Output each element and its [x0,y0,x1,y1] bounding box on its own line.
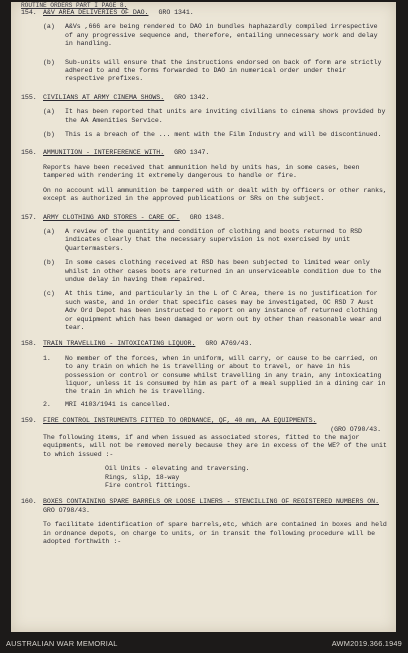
section-number: 158. [21,340,37,348]
section-heading [21,9,389,17]
section-title: BOXES CONTAINING SPARE BARRELS OR LOOSE LINERS - STENCILLING OF REGISTERED NUMBERS ON. [43,498,379,506]
paragraph-text: In some cases clothing received at RSD has been subjected to limited wear only whilst in other cases boots are returned in an unserviceable condition due to the undue delay in having them repaired. [65,259,382,283]
section-155 [21,94,389,140]
section-heading [21,214,389,222]
paragraph [43,401,389,409]
paragraph [43,355,389,397]
section-title: AMMUNITION - INTERFERENCE WITH. [43,149,165,157]
section-number: 156. [21,149,37,157]
list-item: Oil Units - elevating and traversing. [105,465,250,473]
document-page [11,2,396,632]
body-text: Reports have been received that ammunition held by units has, in some cases, been tampered with rendering it extremely dangerous to handle or fire. [43,163,360,180]
section-title: TRAIN TRAVELLING - INTOXICATING LIQUOR. [43,340,196,348]
body-text: To facilitate identification of spare barrels,etc, which are contained in boxes and held in ordnance depots, on charge to units, or in transit the following procedure will be adopted forthwith :- [43,521,387,546]
section-157 [21,214,389,333]
paragraph-label: (a) [43,227,55,235]
body-text: The following items, if and when issued as associated stores, fitted to the major equipments, will not be removed merely because they are in excess of the WE? of the unit to which issued :- [43,434,387,458]
section-154 [21,9,389,84]
paragraph-label: (b) [43,58,55,66]
paragraph [43,290,389,332]
paragraph [43,228,389,253]
section-heading [21,340,389,348]
section-156 [21,149,389,203]
section-heading [21,498,389,506]
list-item: Rings, slip, 18-way [105,473,180,481]
section-number: 155. [21,93,37,101]
paragraph-text: No member of the forces, when in uniform, will carry, or cause to be carried, on to any train on which he is travelling or about to travel, or have in his possession or control or consume whilst travelling in any train, any intoxicating liquor, unless it is consumed by him as part of a meal supplied in a dining car in the train in which he is travelling. [65,354,386,396]
paragraph-text: Sub-units will ensure that the instructions endorsed on back of form are strictly adhered to and the forms forwarded to DAO in numerical order under their respective prefixes. [65,58,382,83]
paragraph-text: A review of the quantity and condition of clothing and boots returned to RSD indicates clearly that the necessary supervision is not exercised by unit Quartermasters. [65,227,362,252]
section-title: ARMY CLOTHING AND STORES - CARE OF. [43,213,180,221]
section-159 [21,417,389,490]
paragraph [43,59,389,84]
list-item: Fire control fittings. [105,482,191,490]
section-ref: GRO O798/43. [43,506,90,514]
section-title: A&V AREA DELIVERIES OF DAO. [43,9,149,16]
section-number: 160. [21,498,37,506]
document-text [21,2,389,547]
section-ref: GRO 1342. [174,93,210,101]
section-ref: GRO A769/43. [205,340,253,348]
section-160 [21,498,389,546]
section-158 [21,340,389,409]
section-number: 157. [21,213,37,221]
paragraph-label: (a) [43,23,55,31]
paragraph-label: (b) [43,131,55,139]
paragraph [43,131,389,139]
archive-caption-bar [0,636,408,653]
running-head: ROUTINE ORDERS PART I PAGE 8. [21,2,128,9]
paragraph [43,108,389,125]
section-title: FIRE CONTROL INSTRUMENTS FITTED TO ORDNANCE, QF, 40 mm, AA EQUIPMENTS. [43,417,317,425]
paragraph-label: (a) [43,108,55,116]
paragraph-text: This is a breach of the ... ment with the Film Industry and will be discontinued. [65,131,382,139]
body-text: On no account will ammunition be tampered with or dealt with by officers or other ranks, except as authorized in the approved publications or SRs on the subject. [43,186,387,203]
paragraph [43,259,389,284]
paragraph-label: (b) [43,259,55,267]
section-ref: GRO 1348. [189,213,225,221]
section-number: 154. [21,9,37,16]
paragraph-label: 2. [43,400,51,408]
paragraph-text: MRI 4103/1941 is cancelled. [65,400,171,408]
section-ref: (GRO O790/43. [330,425,381,433]
institution-label: AUSTRALIAN WAR MEMORIAL [6,639,118,648]
section-title: CIVILIANS AT ARMY CINEMA SHOWS. [43,93,165,101]
section-ref: GRO 1347. [174,149,210,157]
paragraph-text: At this time, and particularly in the L of C Area, there is no justification for such waste, and in order that specific cases may be investigated, OC RSD 7 Aust Adv Ord Depot has been instructed to report on any instance of returned clothing or equipment which has been damaged or worn out by other than reasonable wear and tear. [65,290,382,331]
accession-number: AWM2019.366.1949 [331,639,402,648]
section-heading [21,94,389,102]
section-number: 159. [21,417,37,425]
section-ref: GRO 1341. [158,9,194,16]
paragraph-label: (c) [43,290,55,298]
section-heading [21,149,389,157]
section-heading [21,417,389,425]
paragraph-text: A&Vs ,666 are being rendered to DAO in bundles haphazardly compiled irrespective of any progressive sequence and, therefore, entailing unnecessary work and delay in handling. [65,23,378,48]
paragraph-text: It has been reported that units are inviting civilians to cinema shows provided by the AA Amenities Service. [65,108,386,124]
paragraph-label: 1. [43,354,51,362]
paragraph [43,23,389,48]
